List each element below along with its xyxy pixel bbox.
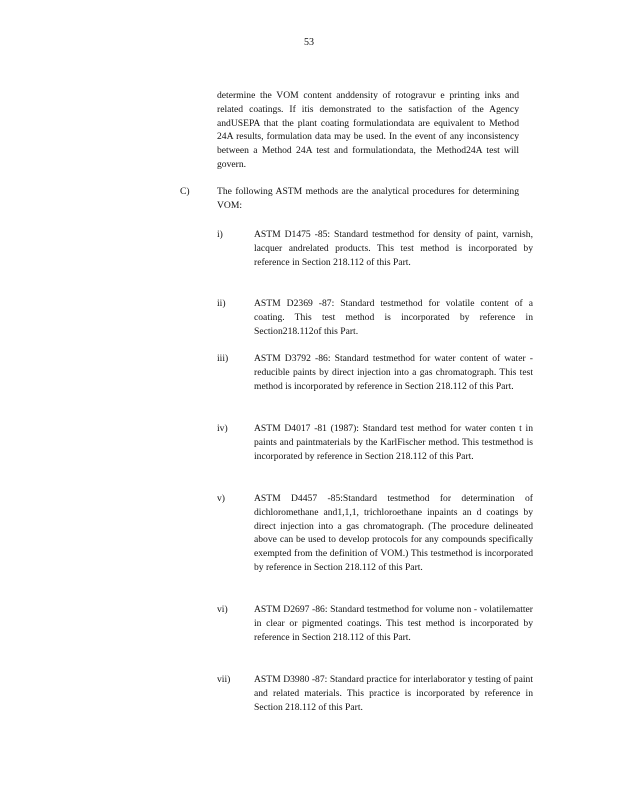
- item-i-text: ASTM D1475 -85: Standard testmethod for density of paint, varnish, lacquer andrelated products. This test method is incorporated by reference in Section 218.112 of this Part.: [254, 229, 533, 268]
- item-iv-marker: iv): [217, 423, 228, 434]
- section-c-marker: C): [180, 186, 190, 197]
- item-ii-text: ASTM D2369 -87: Standard testmethod for volatile content of a coating. This test method is incorporated by reference in Section218.112of this Part.: [254, 298, 533, 337]
- item-vi-text: ASTM D2697 -86: Standard testmethod for volume non - volatilematter in clear or pigmented coatings. This test method is incorporated by reference in Section 218.112 of this Part.: [254, 604, 533, 643]
- page-number: 53: [304, 37, 314, 48]
- item-vi-marker: vi): [217, 604, 228, 615]
- item-iii-marker: iii): [217, 353, 229, 364]
- item-iv-text: ASTM D4017 -81 (1987): Standard test method for water conten t in paints and paintmaterials by the KarlFischer method. This testmethod is incorporated by reference in Section 218.112 of this Part.: [254, 423, 533, 462]
- item-ii-marker: ii): [217, 298, 226, 309]
- item-vii-text: ASTM D3980 -87: Standard practice for interlaborator y testing of paint and related materials. This practice is incorporated by reference in Section 218.112 of this Part.: [254, 674, 533, 713]
- section-c-text: The following ASTM methods are the analytical procedures for determining VOM:: [217, 186, 519, 211]
- item-iii-text: ASTM D3792 -86: Standard testmethod for water content of water -reducible paints by direct injection into a gas chromatograph. This test method is incorporated by reference in Section 218.112 of this Part.: [254, 353, 533, 392]
- item-i-marker: i): [217, 229, 223, 240]
- item-vii-marker: vii): [217, 674, 231, 685]
- item-v-marker: v): [217, 493, 225, 504]
- item-v-text: ASTM D4457 -85:Standard testmethod for determination of dichloromethane and1,1,1, trichloroethane inpaints an d coatings by direct injection into a gas chromatograph. (The procedure delineated above can be used to develop protocols for any compounds specifically exempted from the definition of VOM.) This testmethod is incorporated by reference in Section 218.112 of this Part.: [254, 493, 533, 573]
- intro-paragraph: determine the VOM content anddensity of rotogravur e printing inks and related coatings. If itis demonstrated to the satisfaction of the Agency andUSEPA that the plant coating formulationdata are equivalent to Method 24A results, formulation data may be used. In the event of any inconsistency between a Method 24A test and formulationdata, the Method24A test will govern.: [217, 90, 519, 170]
